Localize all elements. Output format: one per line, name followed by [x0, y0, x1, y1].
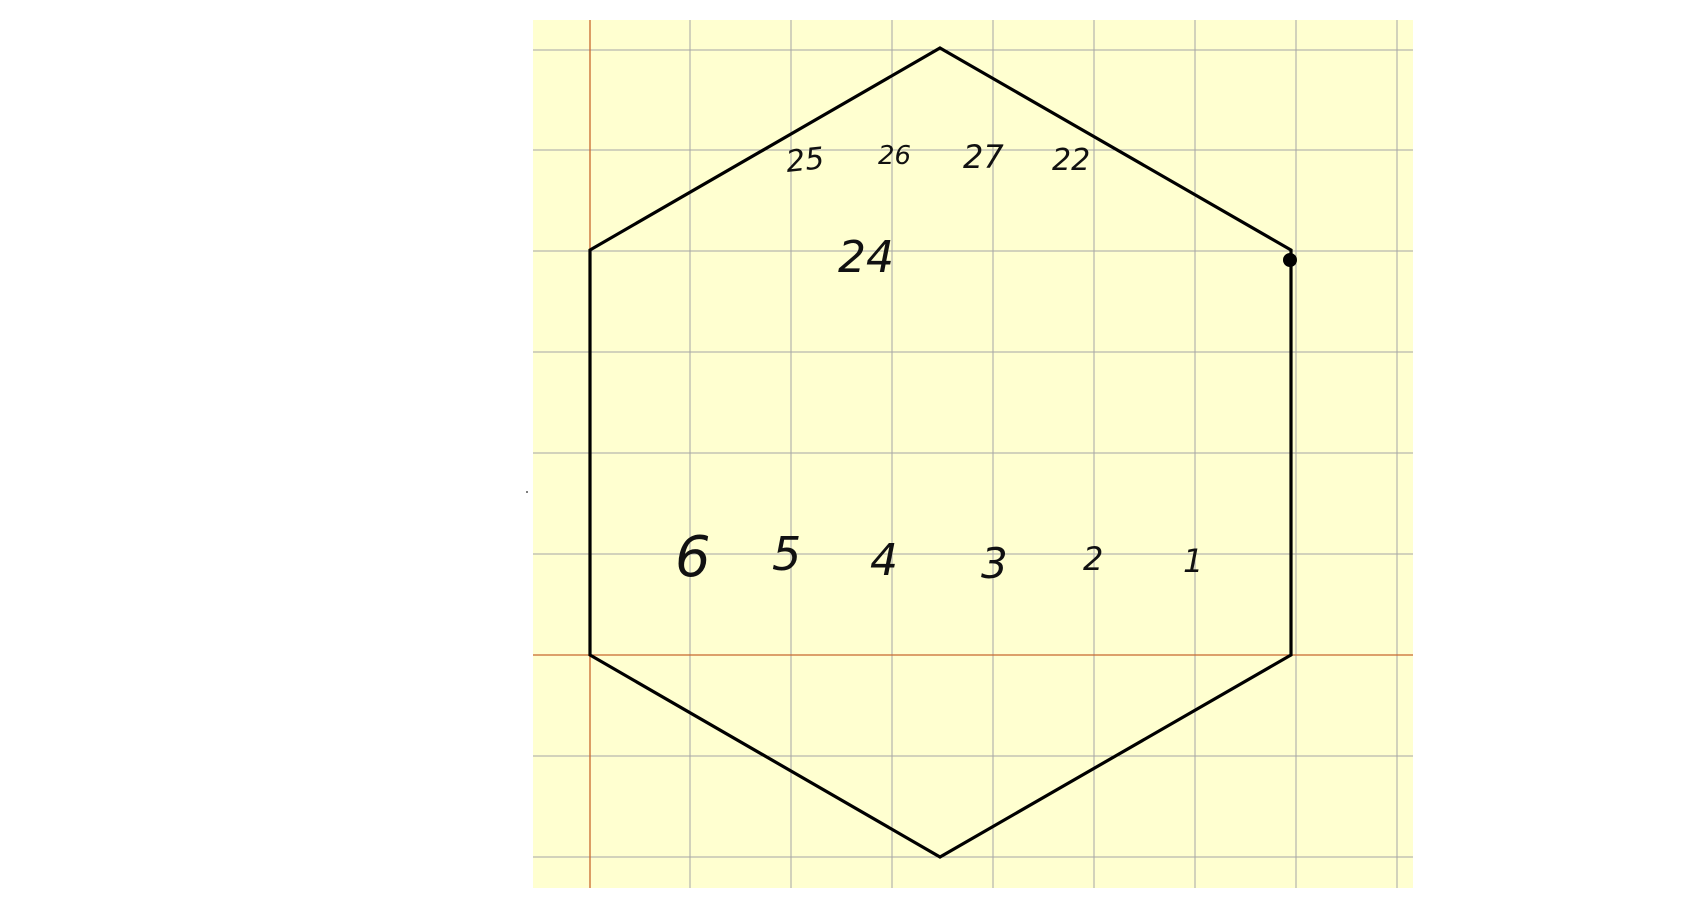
top-label-3: 27 [963, 138, 1004, 176]
top-label-4: 22 [1052, 143, 1091, 178]
vertex-blob [1283, 253, 1297, 267]
top-label-1: 25 [784, 141, 826, 180]
bottom-label-5: 2 [1083, 540, 1104, 578]
middle-label: 24 [838, 232, 894, 283]
bottom-label-4: 3 [981, 539, 1008, 588]
top-label-2: 26 [878, 141, 912, 171]
bottom-label-1: 6 [675, 525, 711, 590]
bottom-label-2: 5 [772, 527, 802, 581]
bottom-label-6: 1 [1183, 542, 1204, 580]
stray-dot [526, 491, 528, 493]
bottom-label-3: 4 [870, 535, 898, 586]
